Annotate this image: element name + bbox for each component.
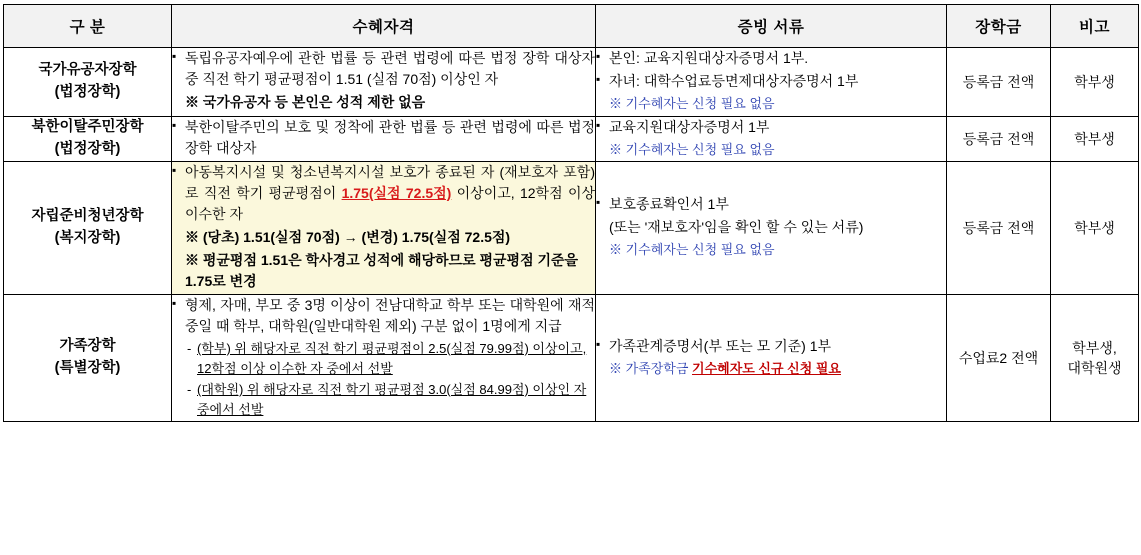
row-documents — [596, 295, 947, 422]
eligibility-text-post: 이상이고, 12학점 이상 이수한 자 — [185, 185, 595, 222]
category-type: (복지장학) — [54, 230, 121, 246]
row-amount: 등록금 전액 — [947, 116, 1051, 162]
row-amount: 수업료2 전액 — [947, 295, 1051, 422]
header-documents: 증빙 서류 — [596, 5, 947, 48]
header-amount: 장학금 — [947, 5, 1051, 48]
table-row — [4, 162, 1139, 295]
document-item: ▪ 자녀: 대학수업료등면제대상자증명서 1부 — [596, 71, 946, 92]
eligibility-sub-grad: - (대학원) 위 해당자로 직전 학기 평균평점 3.0(실점 84.99점) 이상인 자 중에서 선발 — [185, 380, 595, 419]
document-note-pre: ※ 가족장학금 — [609, 360, 693, 376]
category-name: 국가유공자장학 — [38, 62, 137, 78]
row-documents — [596, 162, 947, 295]
header-category: 구 분 — [4, 5, 172, 48]
document-item: ▪ 교육지원대상자증명서 1부 — [596, 117, 946, 138]
row-category — [4, 48, 172, 117]
document-note: ※ 기수혜자는 신청 필요 없음 — [609, 96, 775, 111]
category-type: (법정장학) — [54, 140, 121, 157]
row-note: 학부생 — [1051, 48, 1139, 117]
category-type: (법정장학) — [54, 83, 121, 100]
note-line-1: 학부생, — [1072, 339, 1117, 356]
table-row — [4, 295, 1139, 422]
document-note: ※ 기수혜자는 신청 필요 없음 — [609, 141, 775, 157]
category-name: 가족장학 — [59, 338, 116, 355]
row-eligibility — [172, 48, 596, 117]
eligibility-item: ▪ 형제, 자매, 부모 중 3명 이상이 전남대학교 학부 또는 대학원에 재적 중일 때 학부, 대학원(일반대학원 제외) 구분 없이 1명에게 지급 — [172, 295, 595, 337]
row-category — [4, 162, 172, 295]
document-item: ▪ 보호종료확인서 1부 — [596, 194, 946, 215]
document-item: ▪ 본인: 교육지원대상자증명서 1부. — [596, 48, 946, 69]
category-name: 자립준비청년장학 — [31, 208, 144, 225]
eligibility-note: ※ (당초) 1.51(실점 70점) → (변경) 1.75(실점 72.5점) — [185, 229, 511, 245]
note-line-2: 대학원생 — [1067, 360, 1122, 376]
category-type: (특별장학) — [54, 360, 121, 376]
document-note — [596, 359, 946, 379]
row-amount: 등록금 전액 — [947, 162, 1051, 295]
eligibility-note: ※ 국가유공자 등 본인은 성적 제한 없음 — [185, 94, 426, 111]
table-row — [4, 116, 1139, 162]
row-documents — [596, 48, 947, 117]
row-note: 학부생 — [1051, 116, 1139, 162]
row-category — [4, 116, 172, 162]
row-eligibility — [172, 116, 596, 162]
eligibility-note: ※ 평균평점 1.51은 학사경고 성적에 해당하므로 평균평점 기준을 1.75로 변경 — [185, 252, 579, 289]
row-eligibility — [172, 295, 596, 422]
row-amount: 등록금 전액 — [947, 48, 1051, 117]
header-eligibility: 수혜자격 — [172, 5, 596, 48]
table-header-row — [4, 5, 1139, 48]
row-eligibility — [172, 162, 596, 295]
row-documents — [596, 116, 947, 162]
document-note: ※ 기수혜자는 신청 필요 없음 — [609, 242, 775, 258]
eligibility-subitem — [172, 339, 595, 378]
document-item: ▪ 가족관계증명서(부 또는 모 기준) 1부 — [596, 336, 946, 357]
table-row — [4, 48, 1139, 117]
eligibility-item — [172, 162, 595, 225]
eligibility-subitem — [172, 380, 595, 419]
row-category — [4, 295, 172, 422]
category-name: 북한이탈주민장학 — [31, 119, 144, 135]
document-note-emphasis: 기수혜자도 신규 신청 필요 — [692, 360, 841, 376]
header-note: 비고 — [1051, 5, 1139, 48]
scholarship-table — [3, 4, 1139, 422]
eligibility-text-pre: 아동복지시설 및 청소년복지시설 보호가 종료된 자 (재보호자 포함)로 직전 학기 평균평점이 — [185, 164, 595, 201]
eligibility-sub-undergrad: - (학부) 위 해당자로 직전 학기 평균평점이 2.5(실점 79.99점) 이상이고, 12학점 이상 이수한 자 중에서 선발 — [185, 339, 595, 378]
eligibility-item: ▪ 북한이탈주민의 보호 및 정착에 관한 법률 등 관련 법령에 따른 법정 장학 대상자 — [172, 117, 595, 159]
eligibility-gpa-change: 1.75(실점 72.5점) — [341, 185, 452, 201]
row-note: 학부생 — [1051, 162, 1139, 295]
document-item-alt: (또는 '재보호자'임을 확인 할 수 있는 서류) — [609, 219, 864, 236]
eligibility-item: ▪ 독립유공자예우에 관한 법률 등 관련 법령에 따른 법정 장학 대상자 중 직전 학기 평균평점이 1.51 (실점 70점) 이상인 자 — [172, 48, 595, 90]
row-note — [1051, 295, 1139, 422]
